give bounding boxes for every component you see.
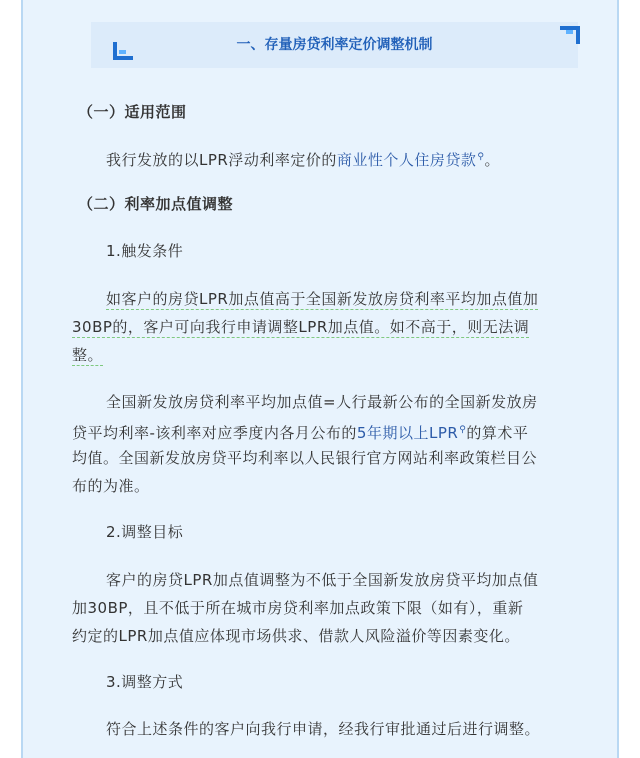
text: 我行发放的以LPR浮动利率定价的 [106,151,337,169]
link-5yr-lpr[interactable] [357,424,466,442]
paragraph-line: 全国新发放房贷利率平均加点值=人行最新公布的全国新发放房 [106,393,538,411]
paragraph-line: 约定的LPR加点值应体现市场供求、借款人风险溢价等因素变化。 [72,627,520,645]
link-commercial-mortgage[interactable] [337,151,485,169]
text: 的算术平 [466,424,529,442]
subheading-trigger: 1.触发条件 [106,242,184,260]
search-icon: ⚲ [459,425,467,435]
text: 整。 [72,346,104,364]
paragraph-line: 均值。全国新发放房贷平均利率以人民银行官方网站利率政策栏目公 [72,449,538,467]
link-text: 5年期以上LPR [356,424,459,442]
heading-scope: （一）适用范围 [78,103,187,121]
paragraph-line [106,285,538,314]
paragraph-scope [106,143,500,175]
paragraph-line: 加30BP，且不低于所在城市房贷利率加点政策下限（如有），重新 [72,599,524,617]
text: 贷平均利率-该利率对应季度内各月公布的 [72,424,357,442]
section-title: 一、存量房贷利率定价调整机制 [91,22,578,68]
paragraph-line: 符合上述条件的客户向我行申请，经我行审批通过后进行调整。 [106,720,541,738]
corner-decoration [566,30,573,34]
search-icon: ⚲ [477,152,485,162]
paragraph-line [72,313,529,342]
corner-decoration [113,56,133,60]
heading-rate-spread: （二）利率加点值调整 [78,195,234,213]
text: 。 [484,151,500,169]
subheading-target: 2.调整目标 [106,523,184,541]
article-frame [21,0,619,758]
subheading-method: 3.调整方式 [106,673,184,691]
corner-decoration [119,50,126,54]
paragraph-line: 客户的房贷LPR加点值调整为不低于全国新发放房贷平均加点值 [106,571,539,589]
link-text: 商业性个人住房贷款 [336,151,477,169]
paragraph-line [72,341,103,370]
paragraph-line: 布的为准。 [72,477,150,495]
text: 如客户的房贷LPR加点值高于全国新发放房贷利率平均加点值加 [106,290,539,308]
text: 30BP的，客户可向我行申请调整LPR加点值。如不高于，则无法调 [72,318,530,336]
